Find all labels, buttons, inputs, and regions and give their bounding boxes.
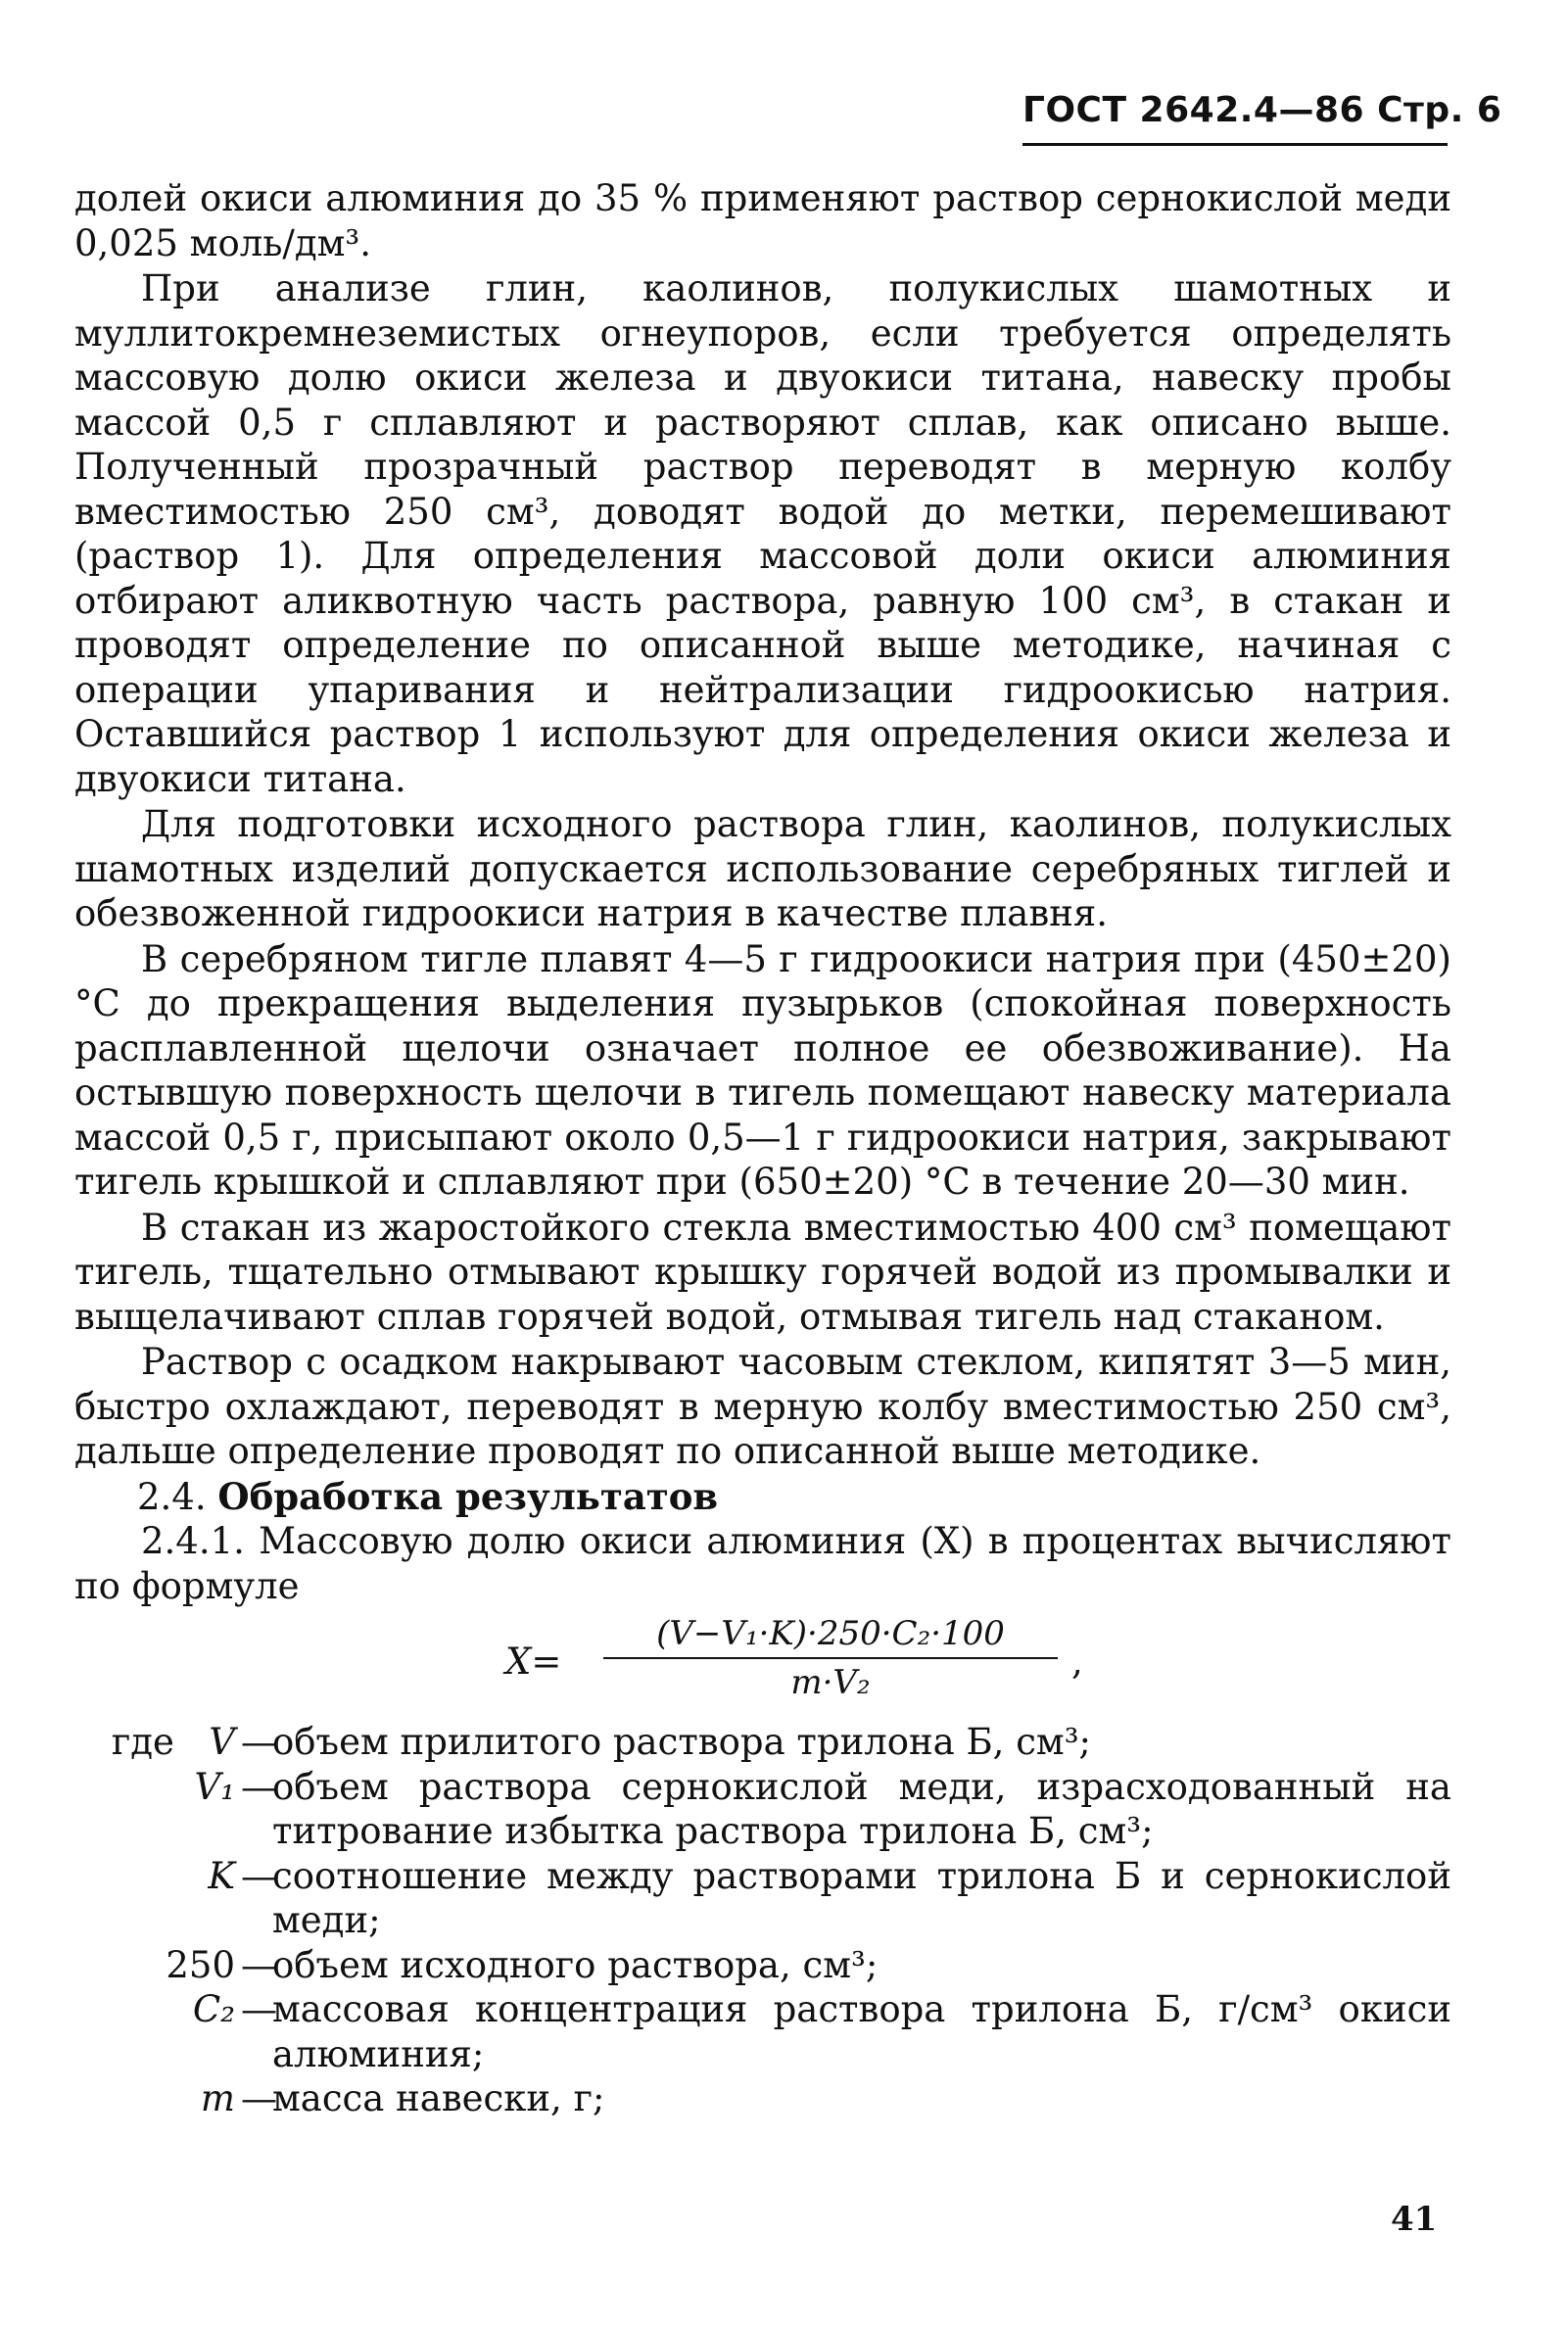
formula-denominator: m·V₂	[790, 1663, 871, 1702]
paragraph: Раствор с осадком накрывают часовым стеклом, кипятят 3—5 мин, быстро охлаждают, переводят в мерную колбу вместимостью 250 см³, дальше определение проводят по описанной выше методике.	[74, 1341, 1451, 1472]
legend-text: масса навески, г;	[272, 2077, 605, 2119]
variable-legend	[74, 1720, 1451, 2121]
paragraph: В стакан из жаростойкого стекла вместимостью 400 см³ помещают тигель, тщательно отмывают крышку горячей водой из промывалки и выщелачивают сплав горячей водой, отмывая тигель над стаканом.	[74, 1206, 1451, 1338]
legend-dash: —	[241, 1988, 277, 2030]
subsection-paragraph: 2.4.1. Массовую долю окиси алюминия (X) в процентах вычисляют по формуле	[74, 1520, 1451, 1607]
legend-dash: —	[241, 1854, 277, 1897]
paragraph: Для подготовки исходного раствора глин, каолинов, полукислых шамотных изделий допускается использование серебряных тиглей и обезвоженной гидроокиси натрия в качестве плавня.	[74, 803, 1451, 934]
legend-intro: где	[111, 1721, 174, 1763]
legend-text: массовая концентрация раствора трилона Б, г/см³ окиси алюминия;	[272, 1988, 1451, 2075]
section-title: Обработка результатов	[217, 1474, 719, 1518]
document-body	[74, 176, 1451, 2121]
legend-symbol: C₂	[192, 1988, 235, 2030]
formula-trail: ,	[1071, 1641, 1083, 1683]
legend-text: объем прилитого раствора трилона Б, см³;	[272, 1721, 1092, 1763]
section-number: 2.4.	[137, 1475, 207, 1518]
formula-numerator: (V−V₁·K)·250·C₂·100	[656, 1614, 1005, 1653]
legend-dash: —	[241, 1943, 277, 1986]
paragraph: В серебряном тигле плавят 4—5 г гидроокиси натрия при (450±20) °С до прекращения выделения пузырьков (спокойная поверхность расплавленной щелочи означает полное ее обезвоживание). На остывшую поверхность щелочи в тигель помещают навеску материала массой 0,5 г, присыпают около 0,5—1 г гидроокиси натрия, закрывают тигель крышкой и сплавляют при (650±20) °С в течение 20—30 мин.	[74, 937, 1451, 1203]
page-header: ГОСТ 2642.4—86 Стр. 6	[1022, 90, 1502, 130]
legend-dash: —	[241, 1721, 277, 1763]
legend-symbol: где V	[111, 1721, 235, 1763]
legend-symbol: K	[208, 1854, 235, 1897]
section-heading	[74, 1475, 1451, 1520]
legend-symbol: m	[200, 2077, 235, 2119]
page-number: 41	[1391, 2200, 1438, 2239]
legend-symbol: 250	[166, 1943, 235, 1986]
header-rule	[1022, 143, 1448, 146]
legend-text: объем исходного раствора, см³;	[272, 1943, 879, 1986]
formula-lhs: X=	[505, 1641, 562, 1683]
formula	[74, 1614, 1451, 1716]
paragraph: При анализе глин, каолинов, полукислых шамотных и муллитокремнеземистых огнеупоров, если требуется определять массовую долю окиси железа и двуокиси титана, навеску пробы массой 0,5 г сплавляют и растворяют сплав, как описано выше. Полученный прозрачный раствор переводят в мерную колбу вместимостью 250 см³, доводят водой до метки, перемешивают (раствор 1). Для определения массовой доли окиси алюминия отбирают аликвотную часть раствора, равную 100 см³, в стакан и проводят определение по описанной выше методике, начиная с операции упаривания и нейтрализации гидроокисью натрия. Оставшийся раствор 1 используют для определения окиси железа и двуокиси титана.	[74, 267, 1451, 800]
legend-symbol: V₁	[194, 1765, 235, 1808]
legend-dash: —	[241, 1765, 277, 1808]
paragraph-continuation: долей окиси алюминия до 35 % применяют раствор сернокислой меди 0,025 моль/дм³.	[74, 177, 1451, 264]
legend-text: объем раствора сернокислой меди, израсходованный на титрование избытка раствора трилона Б, см³;	[272, 1765, 1451, 1852]
legend-text: соотношение между растворами трилона Б и сернокислой меди;	[272, 1854, 1451, 1941]
fraction-bar	[603, 1657, 1058, 1659]
legend-dash: —	[241, 2077, 277, 2119]
formula-fraction	[595, 1614, 1066, 1702]
